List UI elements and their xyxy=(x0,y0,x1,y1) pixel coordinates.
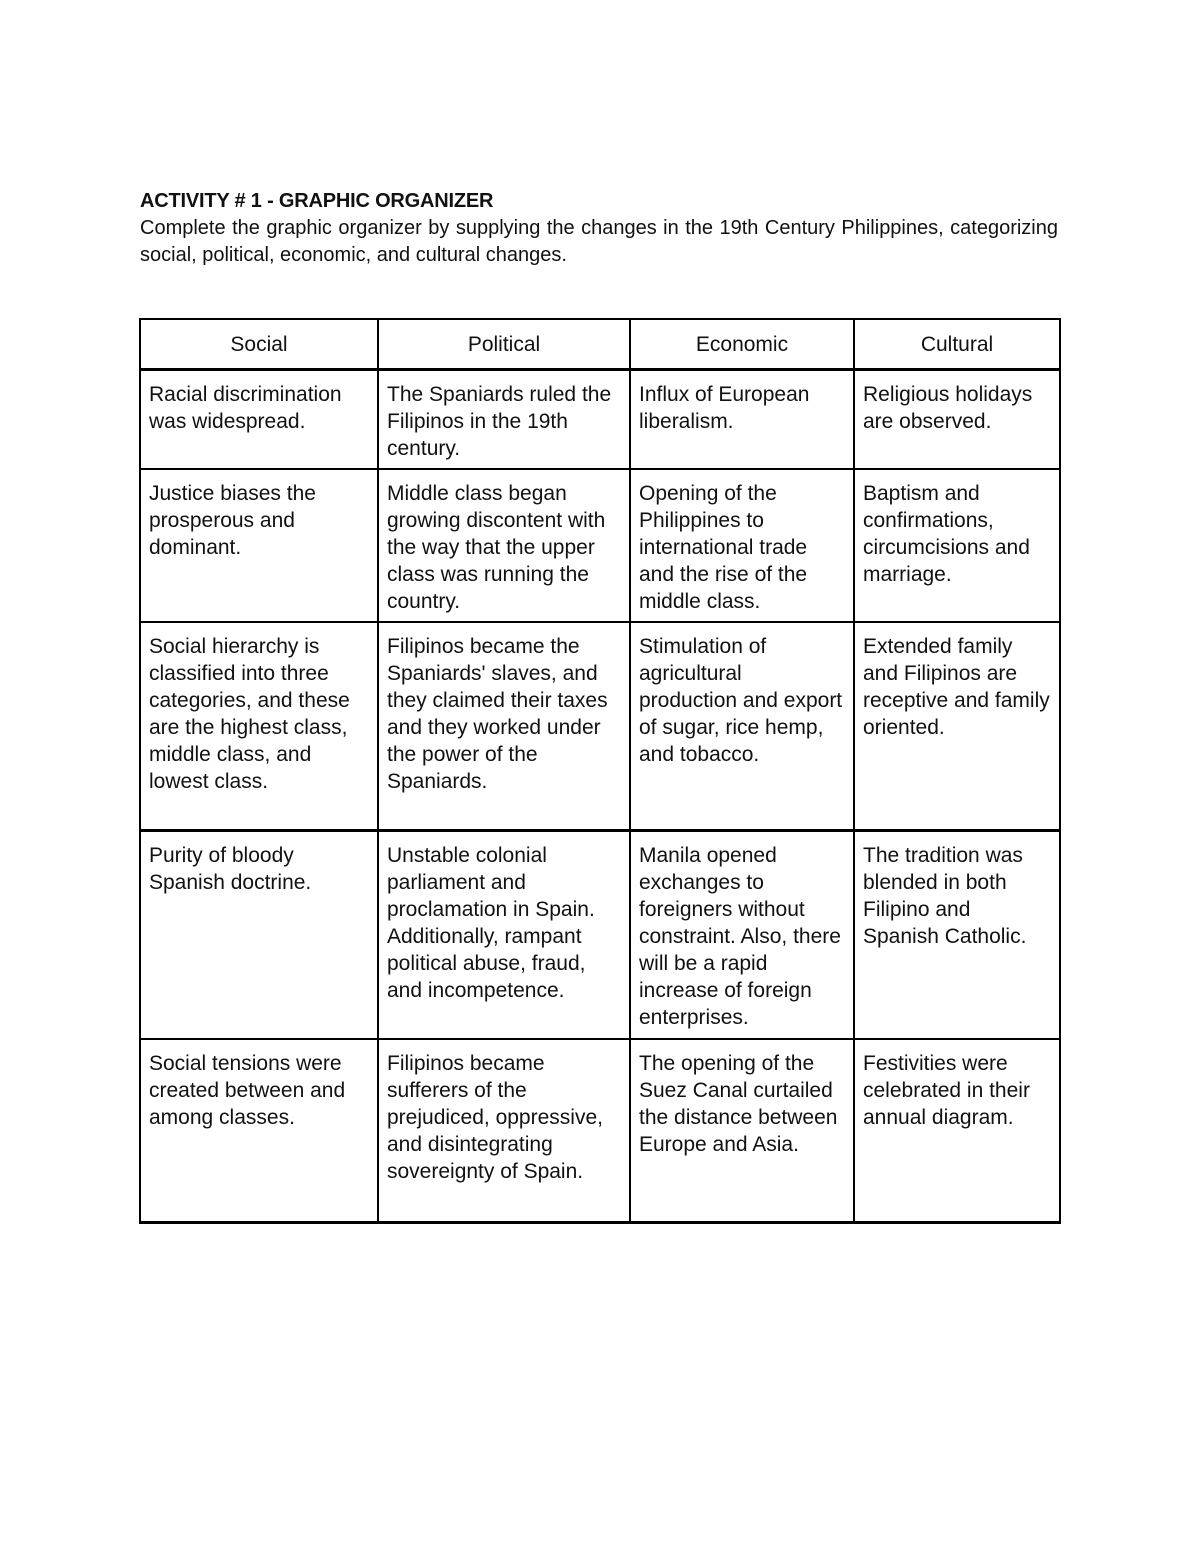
table-cell-political: The Spaniards ruled the Filipinos in the 19th century. xyxy=(378,370,630,470)
table-cell-economic: Influx of European liberalism. xyxy=(630,370,854,470)
table-cell-cultural: Religious holidays are observed. xyxy=(854,370,1060,470)
table-row xyxy=(140,469,1060,622)
table-cell-economic: Stimulation of agricultural production and export of sugar, rice hemp, and tobacco. xyxy=(630,622,854,831)
table-cell-political: Filipinos became the Spaniards' slaves, and they claimed their taxes and they worked under the power of the Spaniards. xyxy=(378,622,630,831)
table-cell-social: Social hierarchy is classified into three categories, and these are the highest class, middle class, and lowest class. xyxy=(140,622,378,831)
table-cell-social: Justice biases the prosperous and dominant. xyxy=(140,469,378,622)
table-cell-cultural: Festivities were celebrated in their annual diagram. xyxy=(854,1039,1060,1223)
table-cell-political: Unstable colonial parliament and proclamation in Spain. Additionally, rampant political abuse, fraud, and incompetence. xyxy=(378,831,630,1040)
table-cell-cultural: Extended family and Filipinos are receptive and family oriented. xyxy=(854,622,1060,831)
table-cell-social: Social tensions were created between and among classes. xyxy=(140,1039,378,1223)
page-title: ACTIVITY # 1 - GRAPHIC ORGANIZER xyxy=(140,190,494,212)
table-cell-economic: The opening of the Suez Canal curtailed the distance between Europe and Asia. xyxy=(630,1039,854,1223)
table-cell-cultural: The tradition was blended in both Filipino and Spanish Catholic. xyxy=(854,831,1060,1040)
table-row xyxy=(140,622,1060,831)
table-cell-political: Filipinos became sufferers of the prejudiced, oppressive, and disintegrating sovereignty of Spain. xyxy=(378,1039,630,1223)
table-cell-cultural: Baptism and confirmations, circumcisions and marriage. xyxy=(854,469,1060,622)
table-row xyxy=(140,1039,1060,1223)
table-row xyxy=(140,370,1060,470)
table-cell-social: Purity of bloody Spanish doctrine. xyxy=(140,831,378,1040)
table-row xyxy=(140,831,1060,1040)
instructions-text: Complete the graphic organizer by supplying the changes in the 19th Century Philippines, categorizing social, political, economic, and cultural changes. xyxy=(140,217,1058,266)
table-cell-economic: Opening of the Philippines to international trade and the rise of the middle class. xyxy=(630,469,854,622)
column-header-economic: Economic xyxy=(630,319,854,370)
table-cell-social: Racial discrimination was widespread. xyxy=(140,370,378,470)
table-header-row xyxy=(140,319,1060,370)
column-header-political: Political xyxy=(378,319,630,370)
graphic-organizer-table xyxy=(139,318,1061,1224)
document-header xyxy=(140,188,1058,269)
column-header-cultural: Cultural xyxy=(854,319,1060,370)
table-cell-political: Middle class began growing discontent with the way that the upper class was running the country. xyxy=(378,469,630,622)
table-cell-economic: Manila opened exchanges to foreigners without constraint. Also, there will be a rapid increase of foreign enterprises. xyxy=(630,831,854,1040)
column-header-social: Social xyxy=(140,319,378,370)
